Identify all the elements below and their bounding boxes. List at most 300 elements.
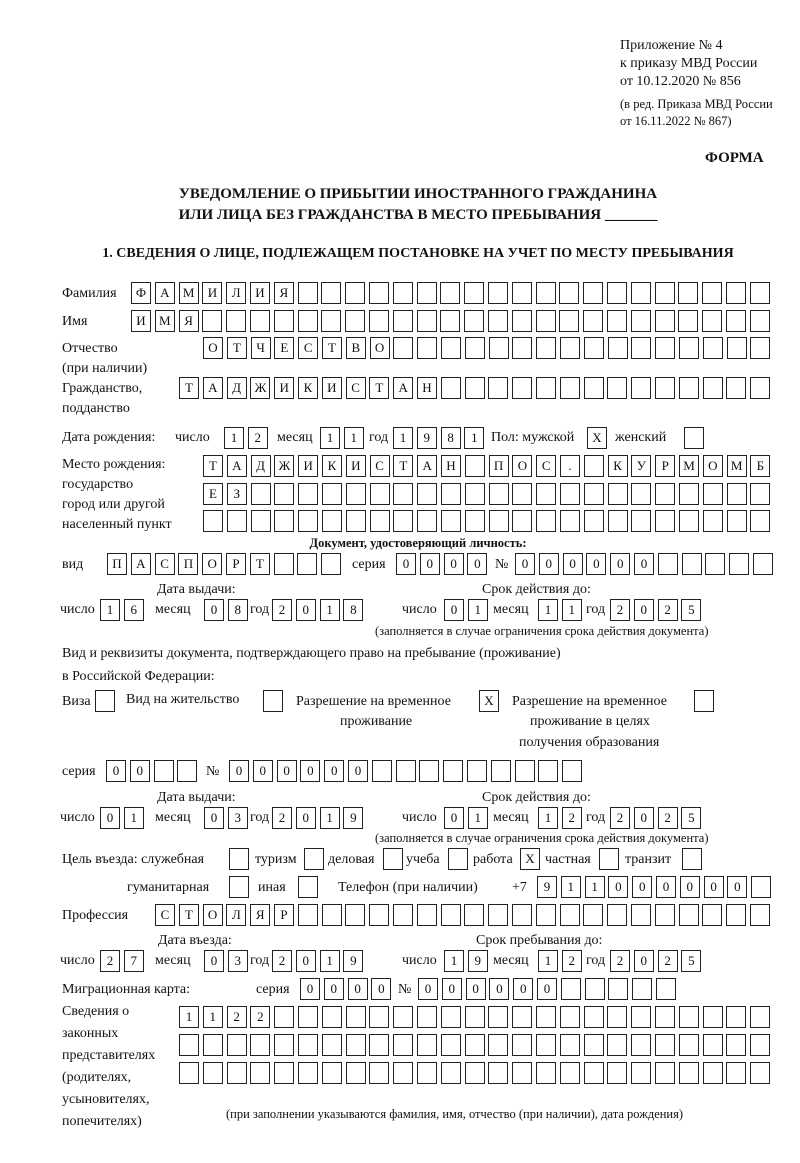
purpose-transit-char-box[interactable] (682, 848, 702, 870)
birthplace-3-char-box[interactable] (608, 510, 628, 532)
reps-2-char-box[interactable] (369, 1034, 389, 1056)
birthplace-1-char-box[interactable]: О (703, 455, 723, 477)
birthplace-2-char-box[interactable] (417, 483, 437, 505)
birthplace-1-char-box[interactable]: М (727, 455, 747, 477)
birthplace-2-char-box[interactable] (727, 483, 747, 505)
profession-char-box[interactable] (464, 904, 484, 926)
temp-residence-char-box[interactable]: X (479, 690, 499, 712)
name-char-box[interactable] (202, 310, 222, 332)
name-char-box[interactable]: И (131, 310, 151, 332)
birthplace-3-char-box[interactable] (274, 510, 294, 532)
citizenship-char-box[interactable] (560, 377, 580, 399)
permit-number-char-box[interactable] (443, 760, 463, 782)
birthplace-3-char-box[interactable] (465, 510, 485, 532)
citizenship-char-box[interactable]: Т (369, 377, 389, 399)
entry-year-char-box[interactable]: 1 (320, 950, 340, 972)
birthplace-1-char-box[interactable]: А (227, 455, 247, 477)
permit-number-char-box[interactable]: 0 (229, 760, 249, 782)
citizenship-char-box[interactable] (703, 377, 723, 399)
mc-number-char-box[interactable] (632, 978, 652, 1000)
birthplace-1-char-box[interactable]: С (370, 455, 390, 477)
citizenship-char-box[interactable] (655, 377, 675, 399)
birth-day-char-box[interactable]: 2 (248, 427, 268, 449)
reps-3-char-box[interactable] (679, 1062, 699, 1084)
profession-char-box[interactable] (702, 904, 722, 926)
reps-2-char-box[interactable] (322, 1034, 342, 1056)
reps-1-char-box[interactable] (298, 1006, 318, 1028)
mc-number-char-box[interactable] (608, 978, 628, 1000)
reps-1-char-box[interactable] (607, 1006, 627, 1028)
doc-valid-day-char-box[interactable]: 1 (468, 599, 488, 621)
mc-number-char-box[interactable] (656, 978, 676, 1000)
reps-1-char-box[interactable] (393, 1006, 413, 1028)
reps-1-char-box[interactable] (417, 1006, 437, 1028)
doc-number-char-box[interactable]: 0 (563, 553, 583, 575)
profession-char-box[interactable] (631, 904, 651, 926)
reps-2-char-box[interactable] (536, 1034, 556, 1056)
phone-char-box[interactable]: 0 (608, 876, 628, 898)
citizenship-char-box[interactable]: Ж (250, 377, 270, 399)
birthplace-3-char-box[interactable] (417, 510, 437, 532)
sex-male-char-box[interactable]: X (587, 427, 607, 449)
patronymic-char-box[interactable]: Т (227, 337, 247, 359)
birthplace-1-char-box[interactable]: К (608, 455, 628, 477)
reps-1-char-box[interactable] (750, 1006, 770, 1028)
patronymic-char-box[interactable] (465, 337, 485, 359)
doc-valid-year-char-box[interactable]: 2 (610, 599, 630, 621)
birthplace-2-char-box[interactable] (560, 483, 580, 505)
permit-issue-day-char-box[interactable]: 0 (100, 807, 120, 829)
reps-1-char-box[interactable] (631, 1006, 651, 1028)
reps-2-char-box[interactable] (441, 1034, 461, 1056)
permit-valid-year-char-box[interactable]: 2 (658, 807, 678, 829)
reps-1-char-box[interactable] (703, 1006, 723, 1028)
doc-kind-char-box[interactable]: П (178, 553, 198, 575)
doc-valid-year-char-box[interactable]: 5 (681, 599, 701, 621)
patronymic-char-box[interactable]: О (370, 337, 390, 359)
doc-kind-char-box[interactable] (274, 553, 294, 575)
profession-char-box[interactable]: Р (274, 904, 294, 926)
reps-2-char-box[interactable] (203, 1034, 223, 1056)
name-char-box[interactable] (417, 310, 437, 332)
surname-char-box[interactable]: Л (226, 282, 246, 304)
profession-char-box[interactable]: Я (250, 904, 270, 926)
citizenship-char-box[interactable] (631, 377, 651, 399)
patronymic-char-box[interactable]: Т (322, 337, 342, 359)
birthplace-1-char-box[interactable]: А (417, 455, 437, 477)
profession-char-box[interactable] (583, 904, 603, 926)
mc-series-char-box[interactable]: 0 (324, 978, 344, 1000)
birthplace-2-char-box[interactable] (703, 483, 723, 505)
birthplace-3-char-box[interactable] (298, 510, 318, 532)
birthplace-1-char-box[interactable]: К (322, 455, 342, 477)
patronymic-char-box[interactable] (441, 337, 461, 359)
birth-year-char-box[interactable]: 1 (464, 427, 484, 449)
citizenship-char-box[interactable] (536, 377, 556, 399)
surname-char-box[interactable] (559, 282, 579, 304)
permit-valid-month-char-box[interactable]: 1 (538, 807, 558, 829)
reps-3-char-box[interactable] (607, 1062, 627, 1084)
name-char-box[interactable] (559, 310, 579, 332)
birthplace-3-char-box[interactable] (346, 510, 366, 532)
doc-valid-year-char-box[interactable]: 2 (658, 599, 678, 621)
doc-issue-year-char-box[interactable]: 0 (296, 599, 316, 621)
doc-number-char-box[interactable] (753, 553, 773, 575)
patronymic-char-box[interactable] (679, 337, 699, 359)
permit-valid-year-char-box[interactable]: 0 (634, 807, 654, 829)
name-char-box[interactable] (321, 310, 341, 332)
phone-char-box[interactable]: 0 (656, 876, 676, 898)
stay-month-char-box[interactable]: 2 (562, 950, 582, 972)
patronymic-char-box[interactable]: Ч (251, 337, 271, 359)
birthplace-2-char-box[interactable] (536, 483, 556, 505)
name-char-box[interactable] (226, 310, 246, 332)
reps-3-char-box[interactable] (346, 1062, 366, 1084)
doc-valid-month-char-box[interactable]: 1 (562, 599, 582, 621)
birth-year-char-box[interactable]: 8 (441, 427, 461, 449)
reps-2-char-box[interactable] (250, 1034, 270, 1056)
patronymic-char-box[interactable] (512, 337, 532, 359)
reps-2-char-box[interactable] (655, 1034, 675, 1056)
reps-2-char-box[interactable] (631, 1034, 651, 1056)
reps-1-char-box[interactable] (441, 1006, 461, 1028)
reps-2-char-box[interactable] (393, 1034, 413, 1056)
doc-issue-year-char-box[interactable]: 1 (320, 599, 340, 621)
surname-char-box[interactable] (440, 282, 460, 304)
reps-3-char-box[interactable] (441, 1062, 461, 1084)
surname-char-box[interactable]: А (155, 282, 175, 304)
mc-number-char-box[interactable]: 0 (513, 978, 533, 1000)
stay-year-char-box[interactable]: 0 (634, 950, 654, 972)
reps-3-char-box[interactable] (369, 1062, 389, 1084)
reps-2-char-box[interactable] (179, 1034, 199, 1056)
citizenship-char-box[interactable]: Т (179, 377, 199, 399)
profession-char-box[interactable] (322, 904, 342, 926)
surname-char-box[interactable] (298, 282, 318, 304)
stay-year-char-box[interactable]: 2 (658, 950, 678, 972)
permit-series-char-box[interactable]: 0 (130, 760, 150, 782)
birthplace-2-char-box[interactable] (608, 483, 628, 505)
patronymic-char-box[interactable] (608, 337, 628, 359)
reps-3-char-box[interactable] (536, 1062, 556, 1084)
stay-day-char-box[interactable]: 9 (468, 950, 488, 972)
birthplace-2-char-box[interactable] (750, 483, 770, 505)
reps-3-char-box[interactable] (298, 1062, 318, 1084)
name-char-box[interactable] (750, 310, 770, 332)
purpose-humanitarian-char-box[interactable] (229, 876, 249, 898)
reps-3-char-box[interactable] (417, 1062, 437, 1084)
birthplace-2-char-box[interactable]: З (227, 483, 247, 505)
birthplace-2-char-box[interactable] (489, 483, 509, 505)
doc-kind-char-box[interactable]: П (107, 553, 127, 575)
reps-1-char-box[interactable] (584, 1006, 604, 1028)
doc-number-char-box[interactable] (658, 553, 678, 575)
mc-number-char-box[interactable]: 0 (489, 978, 509, 1000)
surname-char-box[interactable] (655, 282, 675, 304)
birthplace-1-char-box[interactable]: И (346, 455, 366, 477)
permit-number-char-box[interactable] (538, 760, 558, 782)
name-char-box[interactable]: Я (179, 310, 199, 332)
surname-char-box[interactable] (702, 282, 722, 304)
doc-number-char-box[interactable] (682, 553, 702, 575)
sex-female-char-box[interactable] (684, 427, 704, 449)
mc-number-char-box[interactable] (585, 978, 605, 1000)
edu-residence-char-box[interactable] (694, 690, 714, 712)
patronymic-char-box[interactable] (417, 337, 437, 359)
reps-1-char-box[interactable] (369, 1006, 389, 1028)
birthplace-3-char-box[interactable] (703, 510, 723, 532)
birthplace-3-char-box[interactable] (512, 510, 532, 532)
birthplace-2-char-box[interactable] (274, 483, 294, 505)
birthplace-3-char-box[interactable] (251, 510, 271, 532)
purpose-business-char-box[interactable] (383, 848, 403, 870)
name-char-box[interactable] (250, 310, 270, 332)
birth-month-char-box[interactable]: 1 (344, 427, 364, 449)
name-char-box[interactable] (440, 310, 460, 332)
reps-2-char-box[interactable] (346, 1034, 366, 1056)
purpose-private-char-box[interactable] (599, 848, 619, 870)
patronymic-char-box[interactable] (393, 337, 413, 359)
birth-month-char-box[interactable]: 1 (320, 427, 340, 449)
surname-char-box[interactable] (393, 282, 413, 304)
reps-2-char-box[interactable] (488, 1034, 508, 1056)
surname-char-box[interactable] (726, 282, 746, 304)
residence-char-box[interactable] (263, 690, 283, 712)
mc-number-char-box[interactable]: 0 (442, 978, 462, 1000)
permit-valid-year-char-box[interactable]: 2 (610, 807, 630, 829)
doc-kind-char-box[interactable] (321, 553, 341, 575)
patronymic-char-box[interactable] (750, 337, 770, 359)
surname-char-box[interactable] (631, 282, 651, 304)
birthplace-1-char-box[interactable]: Б (750, 455, 770, 477)
birthplace-2-char-box[interactable] (370, 483, 390, 505)
birthplace-3-char-box[interactable] (727, 510, 747, 532)
name-char-box[interactable] (464, 310, 484, 332)
citizenship-char-box[interactable] (726, 377, 746, 399)
reps-3-char-box[interactable] (250, 1062, 270, 1084)
doc-issue-month-char-box[interactable]: 8 (228, 599, 248, 621)
permit-number-char-box[interactable]: 0 (348, 760, 368, 782)
name-char-box[interactable] (488, 310, 508, 332)
mc-series-char-box[interactable]: 0 (371, 978, 391, 1000)
reps-1-char-box[interactable] (488, 1006, 508, 1028)
reps-3-char-box[interactable] (488, 1062, 508, 1084)
surname-char-box[interactable] (488, 282, 508, 304)
birthplace-2-char-box[interactable] (655, 483, 675, 505)
reps-3-char-box[interactable] (274, 1062, 294, 1084)
purpose-study-char-box[interactable] (448, 848, 468, 870)
profession-char-box[interactable] (441, 904, 461, 926)
citizenship-char-box[interactable]: К (298, 377, 318, 399)
permit-series-char-box[interactable] (177, 760, 197, 782)
profession-char-box[interactable]: Л (226, 904, 246, 926)
birthplace-1-char-box[interactable] (584, 455, 604, 477)
citizenship-char-box[interactable] (679, 377, 699, 399)
surname-char-box[interactable] (750, 282, 770, 304)
profession-char-box[interactable]: С (155, 904, 175, 926)
birth-day-char-box[interactable]: 1 (224, 427, 244, 449)
birthplace-1-char-box[interactable]: Н (441, 455, 461, 477)
phone-char-box[interactable]: 0 (680, 876, 700, 898)
birthplace-2-char-box[interactable]: Е (203, 483, 223, 505)
permit-number-char-box[interactable] (491, 760, 511, 782)
profession-char-box[interactable] (512, 904, 532, 926)
doc-number-char-box[interactable] (729, 553, 749, 575)
birthplace-3-char-box[interactable] (441, 510, 461, 532)
name-char-box[interactable] (393, 310, 413, 332)
visa-char-box[interactable] (95, 690, 115, 712)
birthplace-1-char-box[interactable]: С (536, 455, 556, 477)
patronymic-char-box[interactable]: С (298, 337, 318, 359)
citizenship-char-box[interactable] (441, 377, 461, 399)
entry-day-char-box[interactable]: 2 (100, 950, 120, 972)
birthplace-3-char-box[interactable] (203, 510, 223, 532)
reps-2-char-box[interactable] (584, 1034, 604, 1056)
birthplace-3-char-box[interactable] (679, 510, 699, 532)
permit-number-char-box[interactable] (372, 760, 392, 782)
reps-1-char-box[interactable] (679, 1006, 699, 1028)
doc-valid-day-char-box[interactable]: 0 (444, 599, 464, 621)
surname-char-box[interactable] (607, 282, 627, 304)
permit-number-char-box[interactable]: 0 (277, 760, 297, 782)
birthplace-3-char-box[interactable] (750, 510, 770, 532)
profession-char-box[interactable] (655, 904, 675, 926)
permit-issue-month-char-box[interactable]: 0 (204, 807, 224, 829)
birthplace-2-char-box[interactable] (322, 483, 342, 505)
profession-char-box[interactable] (345, 904, 365, 926)
profession-char-box[interactable]: Т (179, 904, 199, 926)
mc-number-char-box[interactable] (561, 978, 581, 1000)
reps-2-char-box[interactable] (750, 1034, 770, 1056)
profession-char-box[interactable] (726, 904, 746, 926)
doc-series-char-box[interactable]: 0 (420, 553, 440, 575)
birthplace-2-char-box[interactable] (631, 483, 651, 505)
permit-issue-year-char-box[interactable]: 1 (320, 807, 340, 829)
reps-3-char-box[interactable] (631, 1062, 651, 1084)
profession-char-box[interactable] (298, 904, 318, 926)
name-char-box[interactable] (512, 310, 532, 332)
entry-day-char-box[interactable]: 7 (124, 950, 144, 972)
phone-char-box[interactable]: 1 (585, 876, 605, 898)
birthplace-1-char-box[interactable]: П (489, 455, 509, 477)
name-char-box[interactable] (631, 310, 651, 332)
phone-char-box[interactable]: 0 (632, 876, 652, 898)
surname-char-box[interactable] (678, 282, 698, 304)
stay-year-char-box[interactable]: 5 (681, 950, 701, 972)
permit-issue-year-char-box[interactable]: 0 (296, 807, 316, 829)
name-char-box[interactable] (607, 310, 627, 332)
reps-1-char-box[interactable] (536, 1006, 556, 1028)
doc-valid-year-char-box[interactable]: 0 (634, 599, 654, 621)
mc-number-char-box[interactable]: 0 (466, 978, 486, 1000)
citizenship-char-box[interactable]: А (393, 377, 413, 399)
birthplace-3-char-box[interactable] (489, 510, 509, 532)
doc-number-char-box[interactable] (705, 553, 725, 575)
birthplace-2-char-box[interactable] (346, 483, 366, 505)
purpose-tourism-char-box[interactable] (304, 848, 324, 870)
reps-1-char-box[interactable]: 1 (203, 1006, 223, 1028)
birthplace-2-char-box[interactable] (584, 483, 604, 505)
birthplace-1-char-box[interactable]: Ж (274, 455, 294, 477)
surname-char-box[interactable] (536, 282, 556, 304)
surname-char-box[interactable] (321, 282, 341, 304)
name-char-box[interactable] (726, 310, 746, 332)
reps-1-char-box[interactable] (274, 1006, 294, 1028)
stay-day-char-box[interactable]: 1 (444, 950, 464, 972)
permit-valid-day-char-box[interactable]: 1 (468, 807, 488, 829)
phone-char-box[interactable] (751, 876, 771, 898)
doc-number-char-box[interactable]: 0 (634, 553, 654, 575)
birthplace-3-char-box[interactable] (584, 510, 604, 532)
phone-char-box[interactable]: 0 (704, 876, 724, 898)
birthplace-2-char-box[interactable] (441, 483, 461, 505)
birthplace-2-char-box[interactable] (298, 483, 318, 505)
permit-number-char-box[interactable] (396, 760, 416, 782)
entry-year-char-box[interactable]: 0 (296, 950, 316, 972)
name-char-box[interactable] (583, 310, 603, 332)
doc-kind-char-box[interactable]: О (202, 553, 222, 575)
reps-3-char-box[interactable] (512, 1062, 532, 1084)
purpose-work-char-box[interactable]: X (520, 848, 540, 870)
name-char-box[interactable] (298, 310, 318, 332)
patronymic-char-box[interactable] (560, 337, 580, 359)
birthplace-2-char-box[interactable] (465, 483, 485, 505)
mc-series-char-box[interactable]: 0 (300, 978, 320, 1000)
phone-char-box[interactable]: 0 (727, 876, 747, 898)
entry-month-char-box[interactable]: 0 (204, 950, 224, 972)
doc-issue-year-char-box[interactable]: 2 (272, 599, 292, 621)
permit-issue-year-char-box[interactable]: 9 (343, 807, 363, 829)
stay-month-char-box[interactable]: 1 (538, 950, 558, 972)
entry-month-char-box[interactable]: 3 (228, 950, 248, 972)
permit-issue-month-char-box[interactable]: 3 (228, 807, 248, 829)
profession-char-box[interactable] (679, 904, 699, 926)
patronymic-char-box[interactable]: О (203, 337, 223, 359)
citizenship-char-box[interactable] (607, 377, 627, 399)
patronymic-char-box[interactable] (631, 337, 651, 359)
profession-char-box[interactable] (560, 904, 580, 926)
citizenship-char-box[interactable] (465, 377, 485, 399)
purpose-service-char-box[interactable] (229, 848, 249, 870)
patronymic-char-box[interactable] (536, 337, 556, 359)
doc-series-char-box[interactable]: 0 (444, 553, 464, 575)
birthplace-1-char-box[interactable] (465, 455, 485, 477)
citizenship-char-box[interactable] (584, 377, 604, 399)
permit-series-char-box[interactable] (154, 760, 174, 782)
reps-2-char-box[interactable] (679, 1034, 699, 1056)
purpose-other-char-box[interactable] (298, 876, 318, 898)
entry-year-char-box[interactable]: 9 (343, 950, 363, 972)
profession-char-box[interactable] (750, 904, 770, 926)
birthplace-2-char-box[interactable] (251, 483, 271, 505)
profession-char-box[interactable] (393, 904, 413, 926)
permit-number-char-box[interactable] (467, 760, 487, 782)
birthplace-1-char-box[interactable]: И (298, 455, 318, 477)
birthplace-3-char-box[interactable] (560, 510, 580, 532)
birth-year-char-box[interactable]: 1 (393, 427, 413, 449)
birthplace-3-char-box[interactable] (655, 510, 675, 532)
doc-series-char-box[interactable]: 0 (396, 553, 416, 575)
reps-3-char-box[interactable] (393, 1062, 413, 1084)
permit-issue-year-char-box[interactable]: 2 (272, 807, 292, 829)
reps-3-char-box[interactable] (584, 1062, 604, 1084)
surname-char-box[interactable] (464, 282, 484, 304)
citizenship-char-box[interactable]: Н (417, 377, 437, 399)
patronymic-char-box[interactable] (727, 337, 747, 359)
reps-1-char-box[interactable] (655, 1006, 675, 1028)
surname-char-box[interactable] (512, 282, 532, 304)
name-char-box[interactable] (345, 310, 365, 332)
